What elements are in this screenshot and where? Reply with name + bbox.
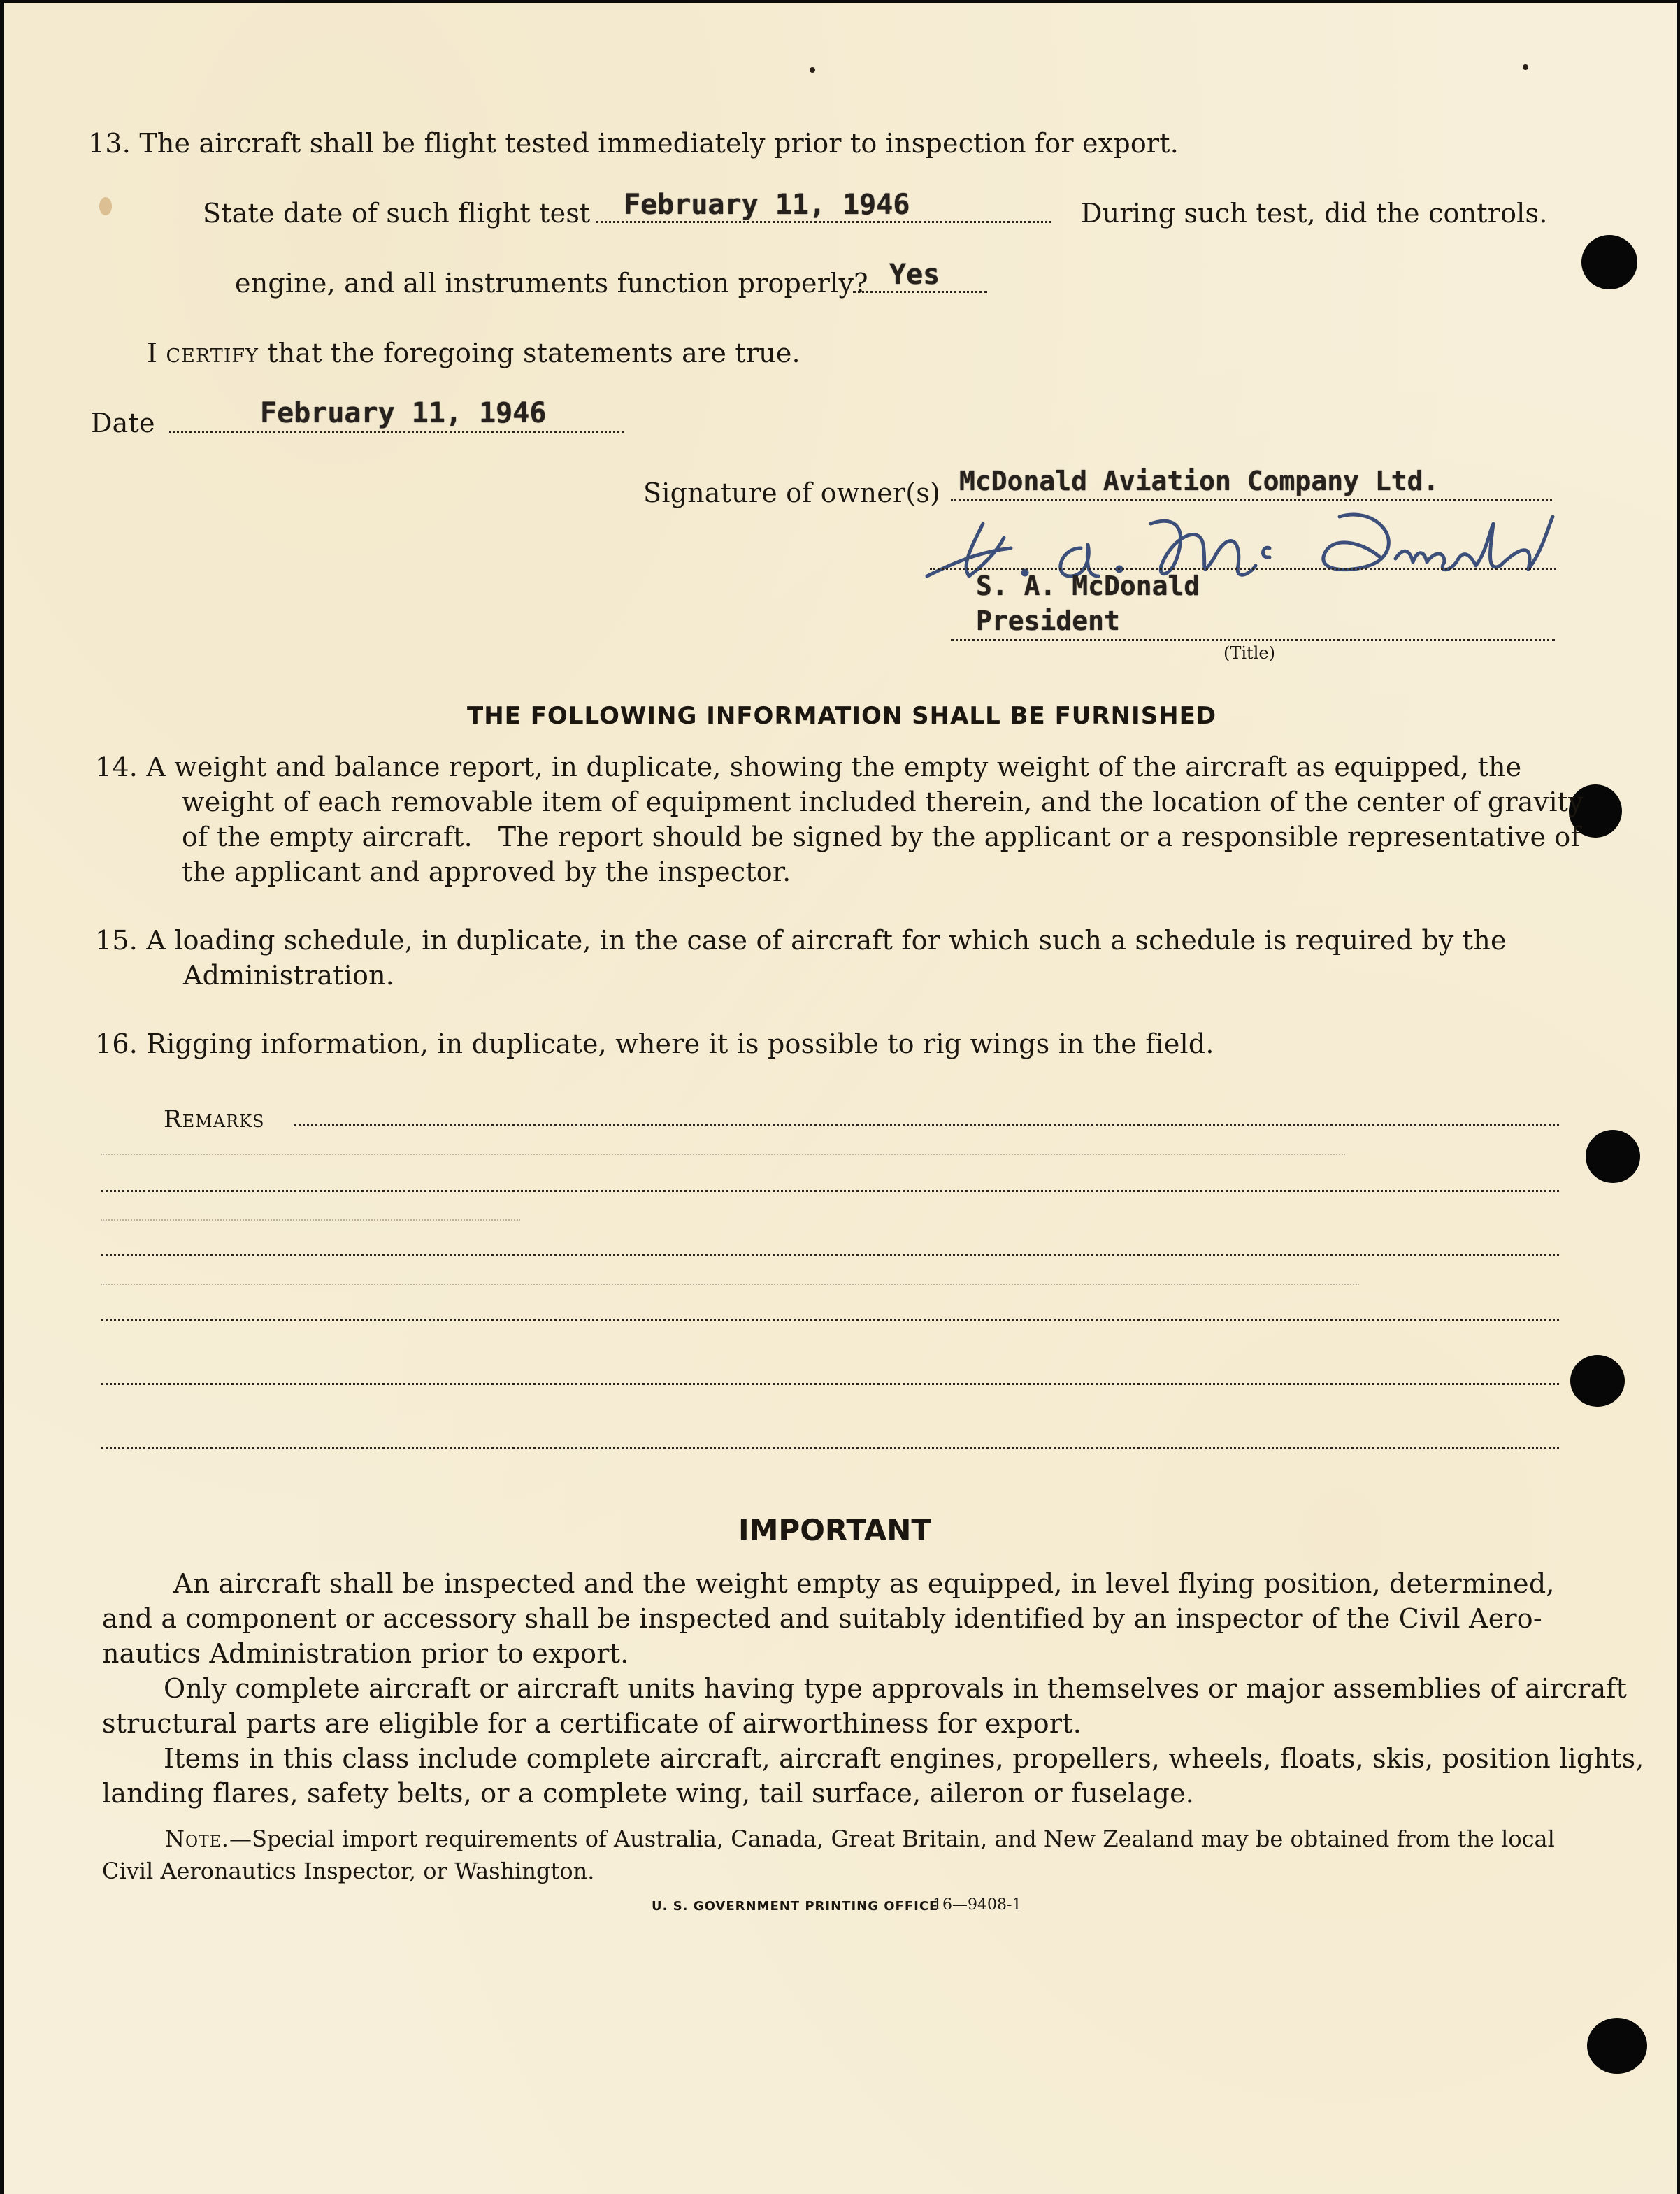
item-15-line: A loading schedule, in duplicate, in the case of aircraft for which such a schedule is required by the xyxy=(146,925,1507,956)
item-15 xyxy=(95,923,1507,958)
important-heading: IMPORTANT xyxy=(738,1513,932,1547)
controls-answer-line xyxy=(853,291,987,293)
certification-statement xyxy=(147,336,800,371)
item-14 xyxy=(95,750,1521,784)
certify-rest: that the foregoing statements are true. xyxy=(267,338,800,368)
item-14-line: the applicant and approved by the inspector. xyxy=(182,856,791,887)
item-13-number: 13. xyxy=(88,128,131,159)
item-15-line: Administration. xyxy=(183,960,395,991)
printer-imprint: U. S. GOVERNMENT PRINTING OFFICE xyxy=(652,1899,939,1914)
item-14-number: 14. xyxy=(95,752,138,782)
paper-stain xyxy=(99,197,112,215)
note-line: —Special import requirements of Australia, Canada, Great Britain, and New Zealand may be obtained from the local xyxy=(229,1826,1555,1852)
important-paragraph-line: and a component or accessory shall be inspected and suitably identified by an inspector of the Civil Aero- xyxy=(102,1603,1542,1634)
remarks-field[interactable] xyxy=(101,1094,1559,1457)
certify-word: certify xyxy=(166,338,259,368)
punch-hole xyxy=(1586,1130,1640,1183)
flight-test-date-field[interactable]: February 11, 1946 xyxy=(624,189,910,221)
item-14-line: A weight and balance report, in duplicate, showing the empty weight of the aircraft as equipped, the xyxy=(146,752,1522,782)
item-15-number: 15. xyxy=(95,925,138,956)
flight-test-date-line xyxy=(596,221,1051,223)
owner-name-line xyxy=(951,499,1552,501)
punch-hole xyxy=(1587,2018,1647,2074)
important-paragraph-line: landing flares, safety belts, or a complete wing, tail surface, aileron or fuselage. xyxy=(102,1778,1195,1809)
certify-prefix: I xyxy=(147,338,158,368)
paper-speck xyxy=(810,67,815,73)
date-field[interactable]: February 11, 1946 xyxy=(260,397,547,429)
remarks-label: Remarks xyxy=(164,1105,265,1133)
item-14-line: of the empty aircraft. The report should be signed by the applicant or a responsible representative of xyxy=(182,822,1581,852)
important-paragraph-line: An aircraft shall be inspected and the weight empty as equipped, in level flying position, determined, xyxy=(173,1568,1555,1599)
note-line: Civil Aeronautics Inspector, or Washington. xyxy=(102,1858,595,1884)
controls-answer-field[interactable]: Yes xyxy=(889,259,940,291)
important-paragraph-line: structural parts are eligible for a certificate of airworthiness for export. xyxy=(102,1708,1082,1739)
item-14-line: weight of each removable item of equipment included therein, and the location of the center of gravity xyxy=(182,787,1584,817)
flight-test-date-label: State date of such flight test xyxy=(203,198,591,229)
controls-question-part1: During such test, did the controls. xyxy=(1081,198,1548,229)
item-16-line: Rigging information, in duplicate, where it is possible to rig wings in the field. xyxy=(146,1028,1214,1059)
import-note xyxy=(165,1823,1555,1854)
punch-hole xyxy=(1570,1355,1625,1407)
form-code: 16—9408-1 xyxy=(933,1896,1022,1914)
signature-line xyxy=(930,568,1556,570)
signer-title-field[interactable]: President xyxy=(976,605,1120,636)
date-line xyxy=(169,431,624,433)
paper-speck xyxy=(1523,64,1528,70)
note-label: Note. xyxy=(165,1826,229,1852)
signature-label: Signature of owner(s) xyxy=(643,478,941,508)
item-16-number: 16. xyxy=(95,1028,138,1059)
item-16 xyxy=(95,1026,1214,1061)
item-13-text: The aircraft shall be flight tested immediately prior to inspection for export. xyxy=(139,128,1179,159)
punch-hole xyxy=(1581,235,1637,289)
controls-question-part2: engine, and all instruments function properly? xyxy=(235,268,868,299)
date-label: Date xyxy=(91,408,155,438)
important-paragraph-line: nautics Administration prior to export. xyxy=(102,1638,629,1669)
document-page xyxy=(4,3,1677,2194)
signer-typed-name: S. A. McDonald xyxy=(976,571,1200,601)
important-paragraph-line: Items in this class include complete aircraft, aircraft engines, propellers, wheels, floats, skis, position lights, xyxy=(164,1743,1644,1774)
title-line xyxy=(951,639,1555,641)
important-paragraph-line: Only complete aircraft or aircraft units having type approvals in themselves or major assemblies of aircraft xyxy=(164,1673,1628,1704)
title-caption: (Title) xyxy=(1223,643,1275,663)
furnish-heading: THE FOLLOWING INFORMATION SHALL BE FURNISHED xyxy=(467,702,1217,730)
item-13 xyxy=(88,126,1179,161)
owner-name-field[interactable]: McDonald Aviation Company Ltd. xyxy=(959,466,1440,496)
